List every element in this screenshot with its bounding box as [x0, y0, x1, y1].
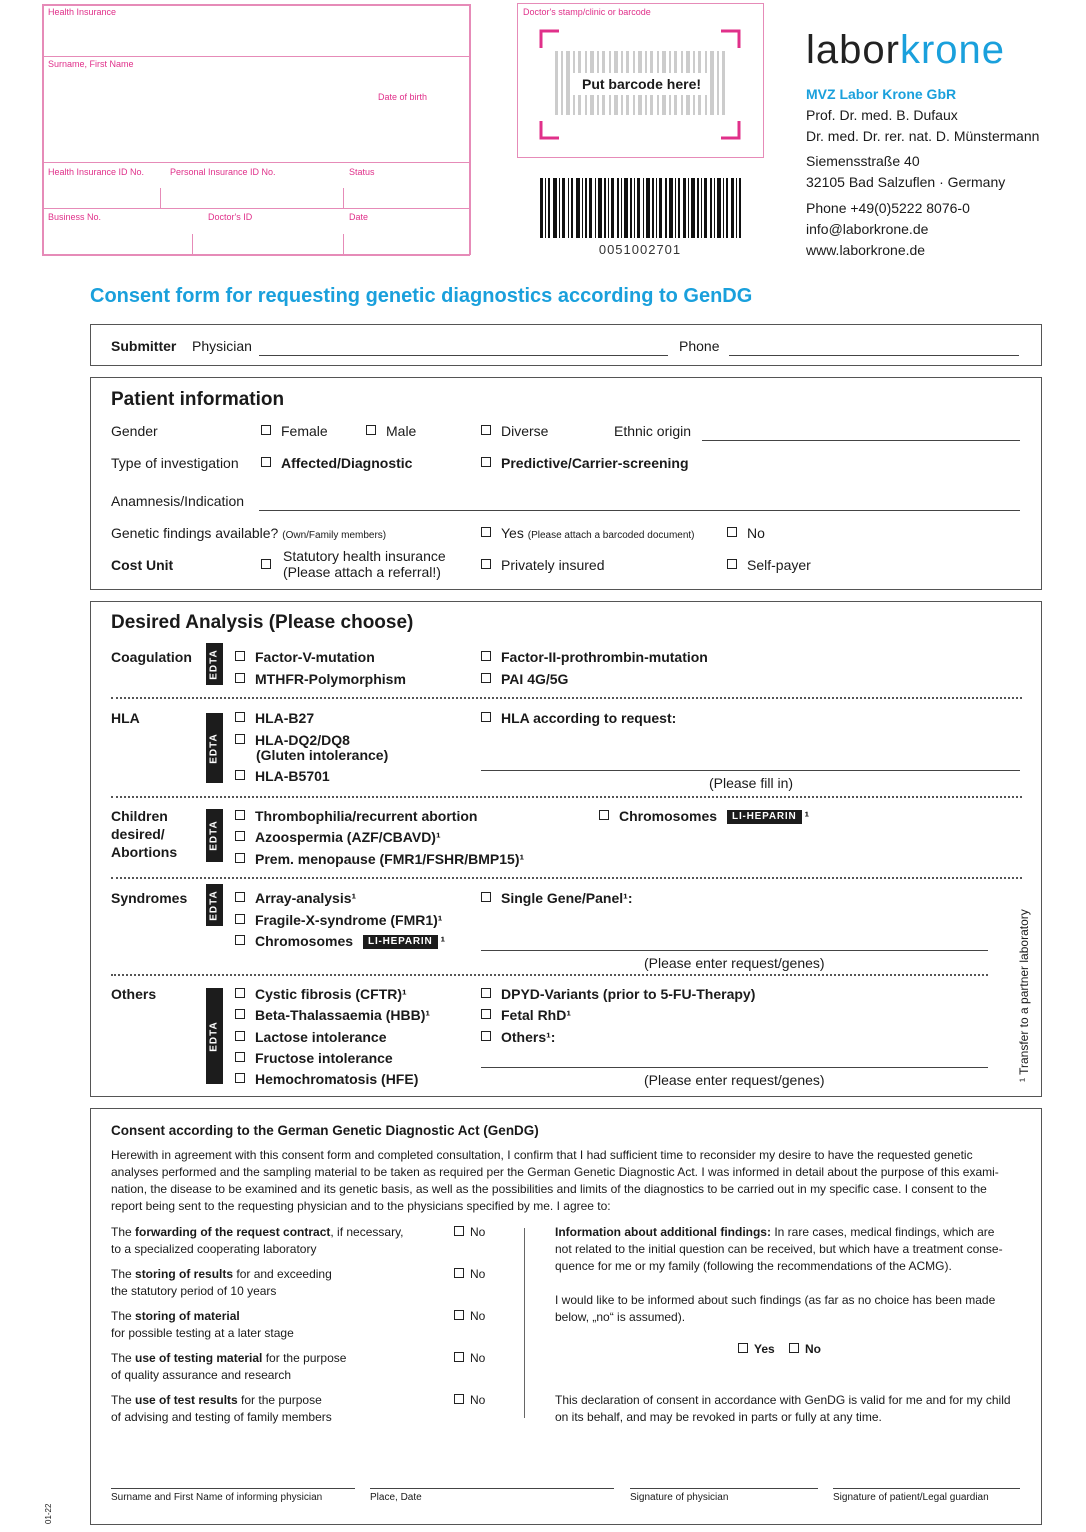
checkbox-icon[interactable] — [481, 892, 491, 902]
checkbox-icon[interactable] — [235, 810, 245, 820]
checkbox-predictive[interactable] — [481, 455, 689, 471]
section-divider — [111, 697, 1022, 699]
lab-city: 32105 Bad Salzuflen · Germany — [806, 174, 1006, 190]
checkbox-no-testing-material[interactable]: No — [454, 1350, 485, 1367]
footnote-mark: ¹ — [804, 808, 810, 824]
sig-label-physician-name: Surname and First Name of informing physician — [111, 1492, 323, 1503]
checkbox-icon[interactable] — [599, 810, 609, 820]
footnote-mark: ¹ — [440, 933, 446, 949]
checkbox-icon[interactable] — [235, 1073, 245, 1083]
others-enter-hint: (Please enter request/genes) — [644, 1072, 825, 1088]
date-label: Date — [349, 212, 369, 222]
checkbox-icon[interactable] — [454, 1268, 464, 1278]
checkbox-icon[interactable] — [481, 457, 491, 467]
hla-label: HLA — [111, 710, 140, 726]
validity-text: This declaration of consent in accordance with GenDG is valid for me and for my child on its behalf, and may be revoked in parts or fully at any time. — [555, 1393, 1011, 1424]
transfer-note: ¹ Transfer to a partner laboratory — [1017, 909, 1031, 1082]
checkbox-hla-b27[interactable]: HLA-B27 — [235, 710, 314, 726]
signature-line-physician[interactable] — [630, 1488, 818, 1489]
logo-part-1: labor — [806, 28, 900, 72]
surname-label: Surname, First Name — [48, 59, 134, 69]
checkbox-azoospermia[interactable]: Azoospermia (AZF/CBAVD)¹ — [235, 829, 441, 845]
edta-tag: EDTA — [206, 643, 223, 685]
checkbox-female[interactable] — [261, 423, 328, 439]
checkbox-icon[interactable] — [235, 673, 245, 683]
checkbox-chromosomes-syndromes[interactable]: Chromosomes LI-HEPARIN ¹ — [235, 933, 445, 949]
sig-label-place-date: Place, Date — [370, 1492, 422, 1503]
checkbox-icon[interactable] — [481, 527, 491, 537]
lab-email[interactable]: info@laborkrone.de — [806, 221, 929, 237]
checkbox-private[interactable] — [481, 557, 605, 573]
checkbox-factor-ii[interactable]: Factor-II-prothrombin-mutation — [481, 649, 708, 665]
male-label: Male — [386, 423, 417, 439]
checkbox-icon[interactable] — [727, 559, 737, 569]
hla-fill-hint: (Please fill in) — [709, 775, 794, 791]
checkbox-icon[interactable] — [235, 892, 245, 902]
checkbox-icon[interactable] — [235, 712, 245, 722]
section-divider — [111, 796, 1022, 798]
checkbox-fetal-rhd[interactable]: Fetal RhD¹ — [481, 1007, 571, 1023]
checkbox-findings-no[interactable] — [727, 525, 765, 541]
checkbox-icon[interactable] — [235, 1052, 245, 1062]
consent-para-4: report being sent to the requesting physician and to the physicians specified by me. I agree to: — [111, 1199, 611, 1213]
checkbox-icon[interactable] — [235, 935, 245, 945]
type-investigation-label: Type of investigation — [111, 455, 239, 471]
checkbox-icon[interactable] — [481, 1009, 491, 1019]
checkbox-icon[interactable] — [481, 988, 491, 998]
checkbox-additional-no[interactable]: No — [789, 1341, 821, 1358]
checkbox-dpyd[interactable]: DPYD-Variants (prior to 5-FU-Therapy) — [481, 986, 755, 1002]
checkbox-thrombophilia[interactable]: Thrombophilia/recurrent abortion — [235, 808, 477, 824]
consent-item-testing-material: The use of testing material for the purpose of quality assurance and research — [111, 1351, 347, 1382]
anamnesis-label: Anamnesis/Indication — [111, 493, 245, 509]
diverse-label: Diverse — [501, 423, 549, 439]
checkbox-others[interactable]: Others¹: — [481, 1029, 555, 1045]
checkbox-hla-request[interactable]: HLA according to request: — [481, 710, 676, 726]
checkbox-icon[interactable] — [235, 1009, 245, 1019]
signature-line-patient[interactable] — [833, 1488, 1020, 1489]
checkbox-icon[interactable] — [738, 1343, 748, 1353]
phone-input[interactable] — [729, 355, 1019, 356]
edta-tag: EDTA — [206, 713, 223, 783]
statutory-label-2: (Please attach a referral!) — [283, 564, 441, 580]
stamp-label: Doctor's stamp/clinic or barcode — [523, 7, 651, 17]
analysis-heading: Desired Analysis (Please choose) — [111, 612, 414, 633]
consent-divider — [524, 1228, 525, 1418]
checkbox-icon[interactable] — [454, 1310, 464, 1320]
checkbox-cystic-fibrosis[interactable]: Cystic fibrosis (CFTR)¹ — [235, 986, 407, 1002]
hla-dq-sub: (Gluten intolerance) — [256, 747, 389, 763]
checkbox-menopause[interactable]: Prem. menopause (FMR1/FSHR/BMP15)¹ — [235, 851, 524, 867]
checkbox-array[interactable]: Array-analysis¹ — [235, 890, 356, 906]
hla-request-input[interactable] — [481, 770, 1020, 771]
checkbox-icon[interactable] — [235, 1031, 245, 1041]
others-label: Others — [111, 986, 157, 1002]
checkbox-icon[interactable] — [481, 712, 491, 722]
checkbox-additional-yes[interactable]: Yes — [738, 1341, 775, 1358]
checkbox-pai[interactable]: PAI 4G/5G — [481, 671, 568, 687]
status-label: Status — [349, 167, 375, 177]
checkbox-no-test-results[interactable]: No — [454, 1392, 485, 1409]
health-insurance-id-label: Health Insurance ID No. — [48, 167, 145, 177]
consent-item-storing-material: The storing of material for possible testing at a later stage — [111, 1309, 294, 1340]
checkbox-icon[interactable] — [235, 988, 245, 998]
checkbox-self-payer[interactable] — [727, 557, 811, 573]
signature-line-place-date[interactable] — [370, 1488, 614, 1489]
ethnic-origin-label: Ethnic origin — [614, 423, 692, 439]
predictive-label: Predictive/Carrier-screening — [501, 455, 689, 471]
yes-sub: (Please attach a barcoded document) — [527, 530, 695, 541]
consent-para-2: analyses performed and the sampling material to be taken as required per the German Genetic Diagnostic Act. I was informed in detail about the purpose of this exami- — [111, 1165, 999, 1179]
additional-findings-text: Information about additional findings: In rare cases, medical findings, which are not related to the initial question can be received, but which have a treatment conse- quence for me or my family (following the recommendations of the ACMG). — [555, 1225, 1003, 1273]
others-input[interactable] — [481, 1067, 988, 1068]
checkbox-hemochromatosis[interactable]: Hemochromatosis (HFE) — [235, 1071, 418, 1087]
li-heparin-tag: LI-HEPARIN — [727, 810, 801, 824]
syndromes-label: Syndromes — [111, 890, 188, 906]
consent-heading: Consent according to the German Genetic Diagnostic Act (GenDG) — [111, 1123, 539, 1138]
checkbox-icon[interactable] — [235, 914, 245, 924]
private-label: Privately insured — [501, 557, 605, 573]
checkbox-fragile-x[interactable]: Fragile-X-syndrome (FMR1)¹ — [235, 912, 442, 928]
checkbox-affected[interactable] — [261, 455, 412, 471]
checkbox-no-forwarding[interactable]: No — [454, 1224, 485, 1241]
footer-code: 01-22 — [44, 1503, 53, 1524]
consent-item-test-results: The use of test results for the purpose of advising and testing of family members — [111, 1393, 332, 1424]
checkbox-icon[interactable] — [261, 559, 271, 569]
checkbox-icon[interactable] — [366, 425, 376, 435]
lab-website[interactable]: www.laborkrone.de — [806, 242, 926, 258]
edta-tag: EDTA — [206, 809, 223, 862]
no-label: No — [747, 525, 765, 541]
findings-text: Genetic findings available? — [111, 525, 279, 541]
checkbox-icon[interactable] — [481, 559, 491, 569]
coagulation-label: Coagulation — [111, 649, 192, 665]
inform-text: I would like to be informed about such findings (as far as no choice has been made below, „no“ is assumed). — [555, 1293, 996, 1324]
checkbox-icon[interactable] — [454, 1352, 464, 1362]
submitter-label: Submitter — [111, 338, 177, 354]
business-no-label: Business No. — [48, 212, 102, 222]
checkbox-male[interactable] — [366, 423, 416, 439]
consent-para-1: Herewith in agreement with this consent form and completed consultation, I confirm that I had sufficient time to reconsider my desire to have the requested genetic — [111, 1148, 973, 1162]
checkbox-icon[interactable] — [481, 651, 491, 661]
checkbox-chromosomes-children[interactable]: Chromosomes LI-HEPARIN ¹ — [599, 808, 809, 824]
checkbox-no-storing-material[interactable]: No — [454, 1308, 485, 1325]
checkbox-findings-yes[interactable] — [481, 525, 695, 544]
checkbox-lactose[interactable]: Lactose intolerance — [235, 1029, 387, 1045]
barcode-hint: Put barcode here! — [581, 76, 702, 92]
stamp-box[interactable] — [517, 3, 764, 158]
physician-input[interactable] — [259, 355, 668, 356]
cost-unit-label: Cost Unit — [111, 557, 174, 573]
checkbox-icon[interactable] — [481, 673, 491, 683]
consent-item-forwarding: The forwarding of the request contract, if necessary, to a specialized cooperating laboratory — [111, 1225, 404, 1256]
checkbox-diverse[interactable] — [481, 423, 548, 439]
lab-doctor-1: Prof. Dr. med. B. Dufaux — [806, 107, 958, 123]
health-insurance-label: Health Insurance — [48, 7, 117, 17]
physician-label: Physician — [192, 338, 252, 354]
ethnic-origin-input[interactable] — [702, 440, 1020, 441]
lab-logo — [806, 26, 1005, 74]
checkbox-beta-thal[interactable]: Beta-Thalassaemia (HBB)¹ — [235, 1007, 430, 1023]
checkbox-icon[interactable] — [235, 770, 245, 780]
gender-label: Gender — [111, 423, 158, 439]
checkbox-icon[interactable] — [481, 425, 491, 435]
checkbox-icon[interactable] — [454, 1394, 464, 1404]
section-divider — [111, 877, 1022, 879]
statutory-label-1: Statutory health insurance — [283, 548, 446, 564]
li-heparin-tag: LI-HEPARIN — [363, 935, 437, 949]
genetic-findings-label — [111, 525, 386, 544]
findings-sub: (Own/Family members) — [282, 530, 387, 541]
checkbox-no-storing-results[interactable]: No — [454, 1266, 485, 1283]
checkbox-icon[interactable] — [235, 651, 245, 661]
lab-doctor-2: Dr. med. Dr. rer. nat. D. Münstermann — [806, 128, 1040, 144]
page-title: Consent form for requesting genetic diagnostics according to GenDG — [90, 285, 753, 307]
checkbox-icon[interactable] — [727, 527, 737, 537]
lab-phone: Phone +49(0)5222 8076-0 — [806, 200, 970, 216]
syndromes-enter-hint: (Please enter request/genes) — [644, 955, 825, 971]
logo-part-2: krone — [899, 28, 1006, 72]
checkbox-single-gene[interactable]: Single Gene/Panel¹: — [481, 890, 632, 906]
checkbox-icon[interactable] — [789, 1343, 799, 1353]
checkbox-factor-v[interactable]: Factor-V-mutation — [235, 649, 375, 665]
checkbox-icon[interactable] — [235, 734, 245, 744]
edta-tag: EDTA — [206, 988, 223, 1084]
lab-street: Siemensstraße 40 — [806, 153, 920, 169]
barcode-icon — [538, 178, 742, 238]
checkbox-hla-dq[interactable]: HLA-DQ2/DQ8 — [235, 732, 350, 748]
barcode-number: 0051002701 — [598, 242, 682, 257]
checkbox-mthfr[interactable]: MTHFR-Polymorphism — [235, 671, 406, 687]
personal-insurance-id-label: Personal Insurance ID No. — [170, 167, 276, 177]
checkbox-icon[interactable] — [261, 425, 271, 435]
checkbox-icon[interactable] — [235, 853, 245, 863]
sig-label-physician: Signature of physician — [630, 1492, 729, 1503]
consent-para-3: nation, the disease to be examined and its genetic basis, as well as the possibilities and limits of the diagnostics to be carried out in my specific case. I consent to the — [111, 1182, 987, 1196]
phone-label: Phone — [679, 338, 720, 354]
single-gene-input[interactable] — [481, 950, 988, 951]
doctors-id-label: Doctor's ID — [208, 212, 253, 222]
consent-item-storing-results: The storing of results for and exceeding the statutory period of 10 years — [111, 1267, 332, 1298]
checkbox-icon[interactable] — [235, 831, 245, 841]
date-of-birth-label: Date of birth — [378, 92, 428, 102]
section-divider — [111, 974, 988, 976]
children-label-1: Children — [111, 808, 168, 824]
signature-line-physician-name[interactable] — [111, 1488, 355, 1489]
children-label-3: Abortions — [111, 844, 178, 860]
self-payer-label: Self-payer — [747, 557, 811, 573]
edta-tag: EDTA — [206, 884, 223, 926]
children-label-2: desired/ — [111, 826, 165, 842]
checkbox-fructose[interactable]: Fructose intolerance — [235, 1050, 393, 1066]
yes-label: Yes — [501, 525, 524, 541]
affected-label: Affected/Diagnostic — [281, 455, 413, 471]
checkbox-icon[interactable] — [481, 1031, 491, 1041]
checkbox-statutory[interactable] — [261, 557, 281, 573]
lab-name: MVZ Labor Krone GbR — [806, 86, 957, 102]
checkbox-icon[interactable] — [261, 457, 271, 467]
checkbox-icon[interactable] — [454, 1226, 464, 1236]
patient-heading: Patient information — [111, 389, 285, 410]
sig-label-patient: Signature of patient/Legal guardian — [833, 1492, 989, 1503]
checkbox-hla-b5701[interactable]: HLA-B5701 — [235, 768, 330, 784]
female-label: Female — [281, 423, 328, 439]
anamnesis-input[interactable] — [259, 510, 1020, 511]
